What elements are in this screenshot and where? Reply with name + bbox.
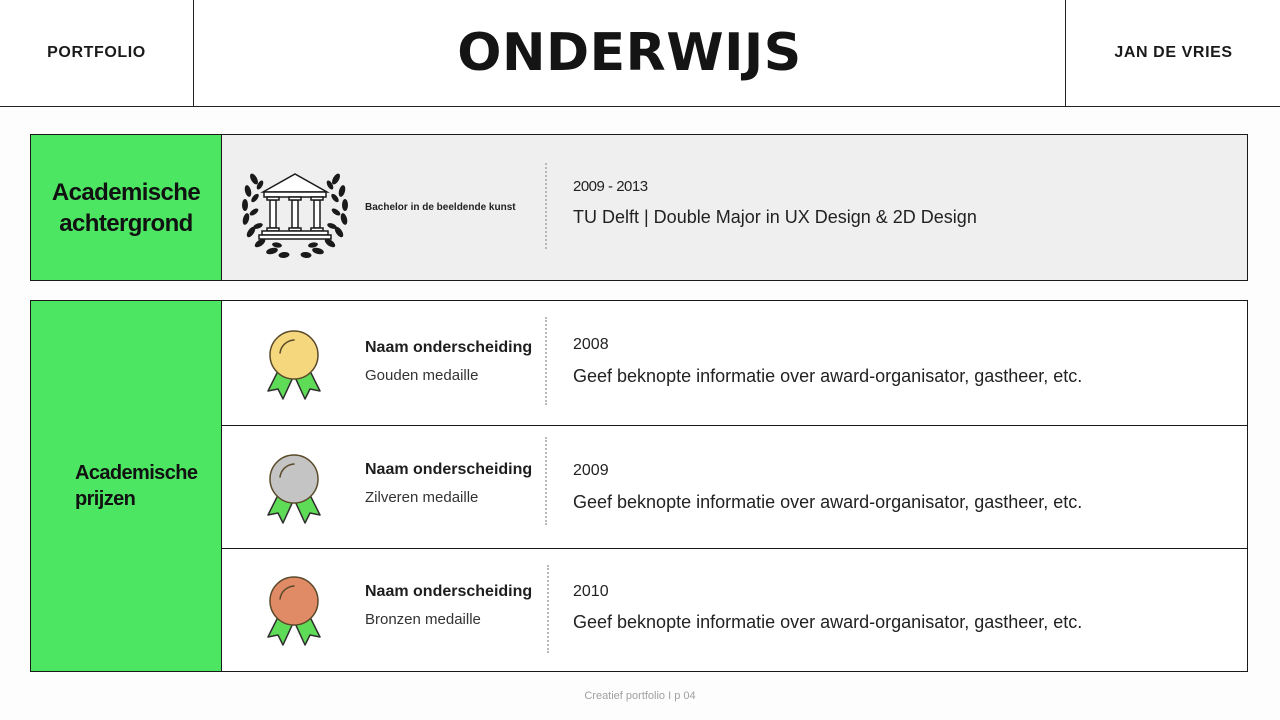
academic-awards-heading: Academische prijzen bbox=[75, 462, 198, 510]
academic-awards-section bbox=[30, 300, 1248, 672]
award-description: Geef beknopte informatie over award-organisator, gastheer, etc. bbox=[573, 366, 1083, 386]
award-row bbox=[222, 425, 1247, 549]
author-name: JAN DE VRIES bbox=[1114, 44, 1233, 61]
award-row bbox=[222, 301, 1247, 426]
gold-medal-icon bbox=[264, 329, 324, 406]
academic-background-heading: Academische achtergrond bbox=[51, 178, 201, 237]
header-right-cell bbox=[1065, 0, 1280, 106]
award-type: Bronzen medaille bbox=[365, 611, 481, 628]
award-name: Naam onderscheiding bbox=[365, 583, 533, 600]
university-laurel-icon bbox=[240, 165, 350, 266]
divider bbox=[545, 163, 547, 249]
silver-medal-icon bbox=[264, 453, 324, 530]
award-name: Naam onderscheiding bbox=[365, 461, 533, 478]
academic-background-row bbox=[222, 135, 1247, 280]
divider bbox=[545, 437, 547, 525]
academic-awards-sidebar bbox=[31, 301, 222, 671]
award-name: Naam onderscheiding bbox=[365, 339, 533, 356]
award-type: Gouden medaille bbox=[365, 367, 479, 384]
header-title-cell bbox=[194, 0, 1065, 106]
award-label bbox=[365, 583, 532, 628]
academic-background-section bbox=[30, 134, 1248, 281]
portfolio-label: PORTFOLIO bbox=[47, 44, 146, 61]
bronze-medal-icon bbox=[264, 575, 324, 652]
award-year: 2008 bbox=[573, 336, 609, 353]
degree-label: Bachelor in de beeldende kunst bbox=[365, 202, 516, 213]
award-label bbox=[365, 461, 532, 506]
education-institution: TU Delft | Double Major in UX Design & 2D Design bbox=[573, 207, 977, 227]
award-description: Geef beknopte informatie over award-organisator, gastheer, etc. bbox=[573, 612, 1083, 632]
award-description: Geef beknopte informatie over award-organisator, gastheer, etc. bbox=[573, 492, 1083, 512]
award-year: 2009 bbox=[573, 462, 609, 479]
award-label bbox=[365, 339, 532, 384]
header bbox=[0, 0, 1280, 107]
header-left-cell bbox=[0, 0, 194, 106]
academic-background-sidebar bbox=[31, 135, 222, 280]
page-title: ONDERWIJS bbox=[457, 23, 802, 83]
page-footer: Creatief portfolio I p 04 bbox=[584, 690, 696, 702]
award-year: 2010 bbox=[573, 583, 609, 600]
award-row bbox=[222, 549, 1247, 671]
education-years: 2009 - 2013 bbox=[573, 178, 648, 195]
divider bbox=[545, 317, 547, 405]
divider bbox=[547, 565, 549, 653]
award-type: Zilveren medaille bbox=[365, 489, 479, 506]
